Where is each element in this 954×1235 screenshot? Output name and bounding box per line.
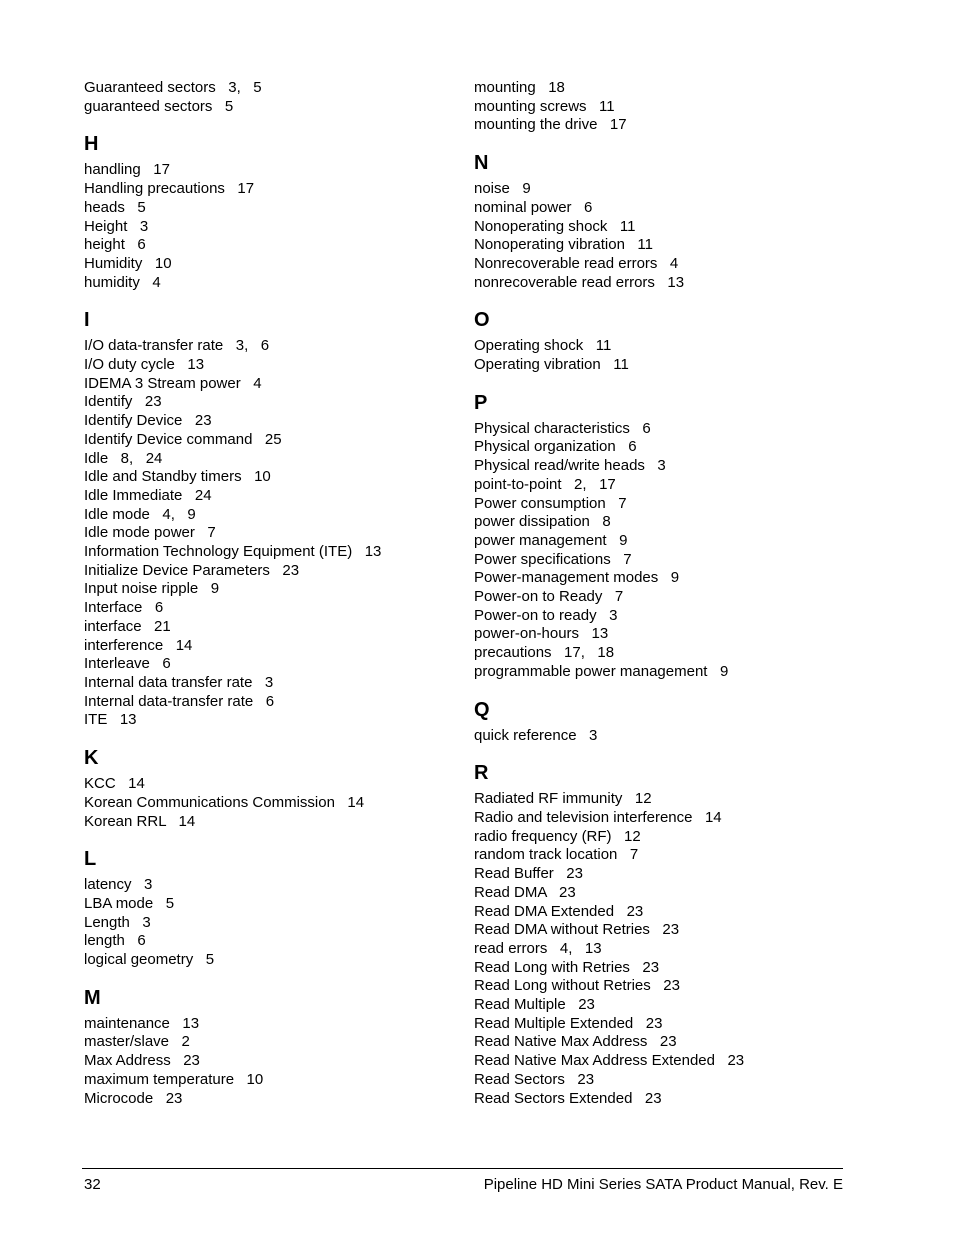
- index-entry: Identify 23: [84, 393, 162, 411]
- index-entry: logical geometry 5: [84, 951, 215, 969]
- index-entry: Operating vibration 11: [474, 356, 629, 374]
- index-entry: Nonoperating vibration 11: [474, 236, 654, 254]
- index-entry: Physical read/write heads 3: [474, 457, 666, 475]
- index-section-letter: L: [84, 848, 97, 871]
- index-section-letter: N: [474, 152, 489, 175]
- index-section-letter: I: [84, 309, 90, 332]
- index-entry: heads 5: [84, 198, 146, 216]
- index-entry: Radiated RF immunity 12: [474, 790, 652, 808]
- index-section-letter: Q: [474, 698, 490, 721]
- index-entry: Input noise ripple 9: [84, 580, 220, 598]
- index-entry: interference 14: [84, 636, 193, 654]
- index-entry: Nonoperating shock 11: [474, 217, 636, 235]
- index-section-letter: K: [84, 747, 99, 770]
- index-entry: quick reference 3: [474, 726, 598, 744]
- index-entry: radio frequency (RF) 12: [474, 827, 641, 845]
- index-entry: Handling precautions 17: [84, 180, 255, 198]
- index-section-letter: P: [474, 391, 488, 414]
- index-section-letter: O: [474, 309, 490, 332]
- index-entry: Read DMA 23: [474, 883, 576, 901]
- index-entry: Initialize Device Parameters 23: [84, 561, 300, 579]
- footer-divider: [82, 1168, 843, 1169]
- index-entry: Read Multiple 23: [474, 996, 595, 1014]
- index-entry: read errors 4, 13: [474, 939, 602, 957]
- index-entry: Humidity 10: [84, 254, 172, 272]
- index-entry: mounting screws 11: [474, 97, 615, 115]
- index-entry: Physical characteristics 6: [474, 419, 651, 437]
- index-section-letter: R: [474, 762, 489, 785]
- index-entry: I/O data-transfer rate 3, 6: [84, 337, 270, 355]
- index-entry: IDEMA 3 Stream power 4: [84, 374, 262, 392]
- index-entry: Internal data-transfer rate 6: [84, 692, 275, 710]
- index-entry: KCC 14: [84, 775, 145, 793]
- index-entry: Interface 6: [84, 599, 164, 617]
- index-entry: Read Sectors 23: [474, 1070, 595, 1088]
- index-entry: maintenance 13: [84, 1014, 200, 1032]
- index-entry: Length 3: [84, 913, 151, 931]
- index-entry: Idle Immediate 24: [84, 486, 212, 504]
- index-entry: Korean RRL 14: [84, 812, 196, 830]
- index-entry: master/slave 2: [84, 1033, 190, 1051]
- page-number: 32: [84, 1176, 101, 1193]
- index-entry: random track location 7: [474, 846, 639, 864]
- index-entry: point-to-point 2, 17: [474, 475, 616, 493]
- index-entry: Guaranteed sectors 3, 5: [84, 79, 262, 96]
- index-column-left: [84, 79, 464, 1108]
- index-entry: maximum temperature 10: [84, 1070, 264, 1088]
- index-entry: length 6: [84, 932, 146, 950]
- index-entry: Idle mode power 7: [84, 524, 216, 542]
- index-entry: noise 9: [474, 180, 531, 198]
- index-entry: height 6: [84, 236, 146, 254]
- index-entry: Max Address 23: [84, 1052, 200, 1070]
- index-entry: Idle mode 4, 9: [84, 505, 196, 523]
- index-entry: Read Long with Retries 23: [474, 958, 660, 976]
- index-entry: Read DMA without Retries 23: [474, 921, 680, 939]
- index-entry: Read Native Max Address 23: [474, 1033, 677, 1051]
- index-entry: power management 9: [474, 531, 628, 549]
- index-section-letter: M: [84, 986, 101, 1009]
- index-entry: Internal data transfer rate 3: [84, 673, 274, 691]
- index-entry: Microcode 23: [84, 1089, 183, 1107]
- index-entry: Idle and Standby timers 10: [84, 468, 271, 486]
- index-entry: Power-on to ready 3: [474, 606, 618, 624]
- index-entry: ITE 13: [84, 711, 137, 729]
- index-entry: power dissipation 8: [474, 513, 611, 531]
- index-column-right: [474, 79, 854, 1108]
- index-entry: Idle 8, 24: [84, 449, 163, 467]
- index-entry: Read Buffer 23: [474, 865, 583, 883]
- index-entry: nominal power 6: [474, 198, 593, 216]
- index-entry: Power-on to Ready 7: [474, 588, 624, 606]
- index-entry: interface 21: [84, 617, 171, 635]
- document-title: Pipeline HD Mini Series SATA Product Manual, Rev. E: [483, 1176, 843, 1193]
- index-entry: programmable power management 9: [474, 662, 729, 680]
- index-entry: Information Technology Equipment (ITE) 13: [84, 543, 382, 561]
- index-entry: Interleave 6: [84, 655, 171, 673]
- index-entry: Read Long without Retries 23: [474, 977, 680, 995]
- index-entry: Power specifications 7: [474, 550, 632, 568]
- index-entry: Identify Device 23: [84, 412, 212, 430]
- index-entry: Physical organization 6: [474, 438, 637, 456]
- index-entry: Read Sectors Extended 23: [474, 1089, 662, 1107]
- index-entry: Read Multiple Extended 23: [474, 1014, 663, 1032]
- index-entry: humidity 4: [84, 273, 161, 291]
- index-section-letter: H: [84, 133, 99, 156]
- index-entry: nonrecoverable read errors 13: [474, 273, 685, 291]
- index-entry: Read Native Max Address Extended 23: [474, 1052, 745, 1070]
- index-entry: Nonrecoverable read errors 4: [474, 254, 679, 272]
- index-entry: Korean Communications Commission 14: [84, 793, 365, 811]
- index-entry: I/O duty cycle 13: [84, 356, 205, 374]
- index-entry: mounting the drive 17: [474, 116, 627, 134]
- index-entry: guaranteed sectors 5: [84, 97, 234, 115]
- index-entry: Power-management modes 9: [474, 569, 680, 587]
- index-entry: latency 3: [84, 876, 153, 894]
- index-entry: handling 17: [84, 161, 170, 179]
- index-entry: power-on-hours 13: [474, 625, 609, 643]
- index-entry: Operating shock 11: [474, 337, 612, 355]
- index-entry: Read DMA Extended 23: [474, 902, 644, 920]
- index-entry: Height 3: [84, 217, 149, 235]
- index-entry: mounting 18: [474, 79, 565, 96]
- index-entry: LBA mode 5: [84, 894, 175, 912]
- index-entry: Radio and television interference 14: [474, 808, 722, 826]
- index-entry: Identify Device command 25: [84, 430, 282, 448]
- index-entry: precautions 17, 18: [474, 644, 615, 662]
- index-entry: Power consumption 7: [474, 494, 627, 512]
